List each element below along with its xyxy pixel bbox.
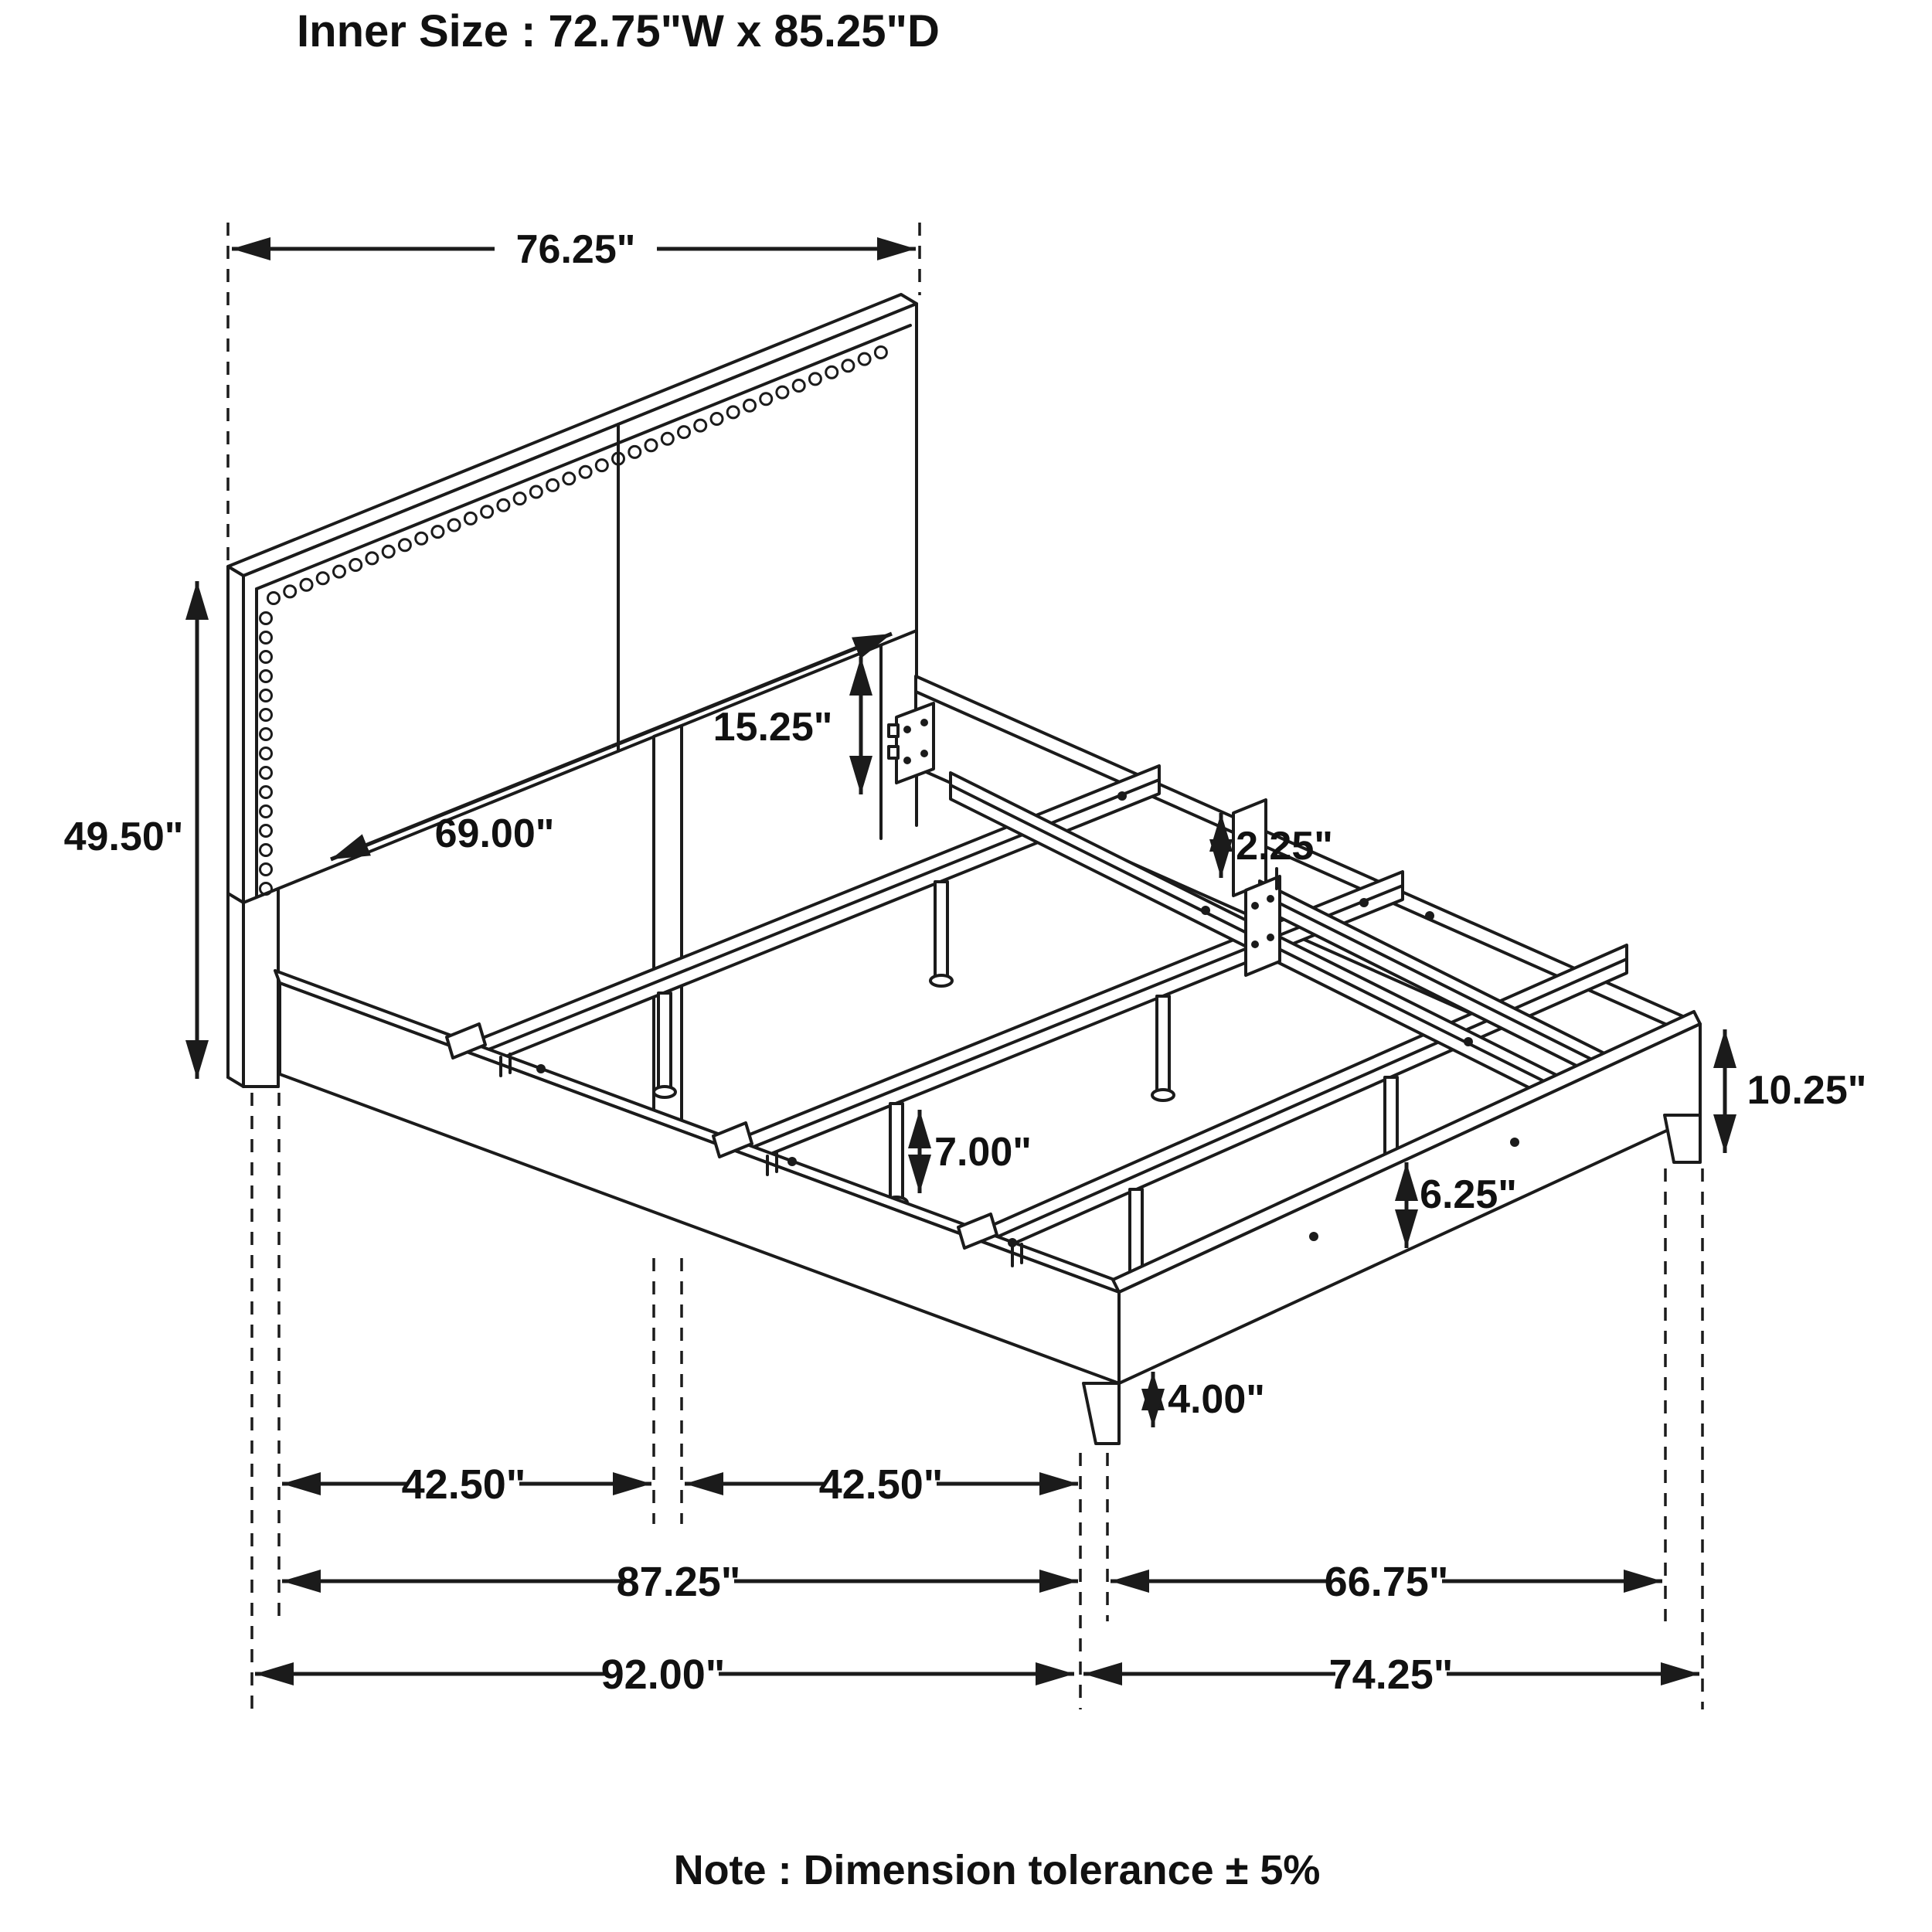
dim-label-head-to-center: 42.50" [401,1461,526,1508]
dim-label-side-rail-height: 10.25" [1747,1068,1867,1113]
dim-label-overall-width: 74.25" [1328,1651,1454,1698]
dim-label-headboard-height: 49.50" [63,815,184,859]
dim-label-rail-above-rail: 2.25" [1236,824,1333,869]
headboard-front-panel [243,304,917,903]
dim-label-center-to-foot: 42.50" [818,1461,944,1508]
right-corner-leg [1665,1115,1700,1162]
slat-leg-foot [1152,1090,1174,1100]
side-rail-left [275,971,1119,1383]
dim-label-headboard-width: 76.25" [515,227,636,272]
dim-label-center-leg-height: 7.00" [934,1130,1032,1175]
dim-label-panel-to-rail: 15.25" [713,705,833,750]
dim-label-side-rail-length: 66.75" [1324,1559,1449,1605]
headboard-left-edge [228,566,243,903]
dim-label-footboard-height: 6.25" [1420,1172,1517,1217]
headboard-left-leg [228,889,278,1087]
slat-leg-foot [930,975,952,986]
slat-leg [890,1104,903,1200]
slat-leg [1157,996,1169,1093]
front-corner-leg [1083,1383,1119,1444]
slat-leg-foot [654,1087,675,1097]
headboard-mounting-bracket [889,703,934,783]
page-title: Inner Size : 72.75"W x 85.25"D [297,6,940,56]
dim-label-corner-leg-height: 4.00" [1168,1377,1265,1422]
tolerance-note: Note : Dimension tolerance ± 5% [673,1847,1321,1893]
dim-label-frame-length: 87.25" [616,1559,741,1605]
slat-leg [658,993,671,1090]
slat-leg [935,882,947,978]
dim-label-overall-length: 92.00" [600,1651,726,1698]
center-rail-bracket [1246,876,1280,975]
dim-label-panel-width: 69.00" [434,811,555,856]
